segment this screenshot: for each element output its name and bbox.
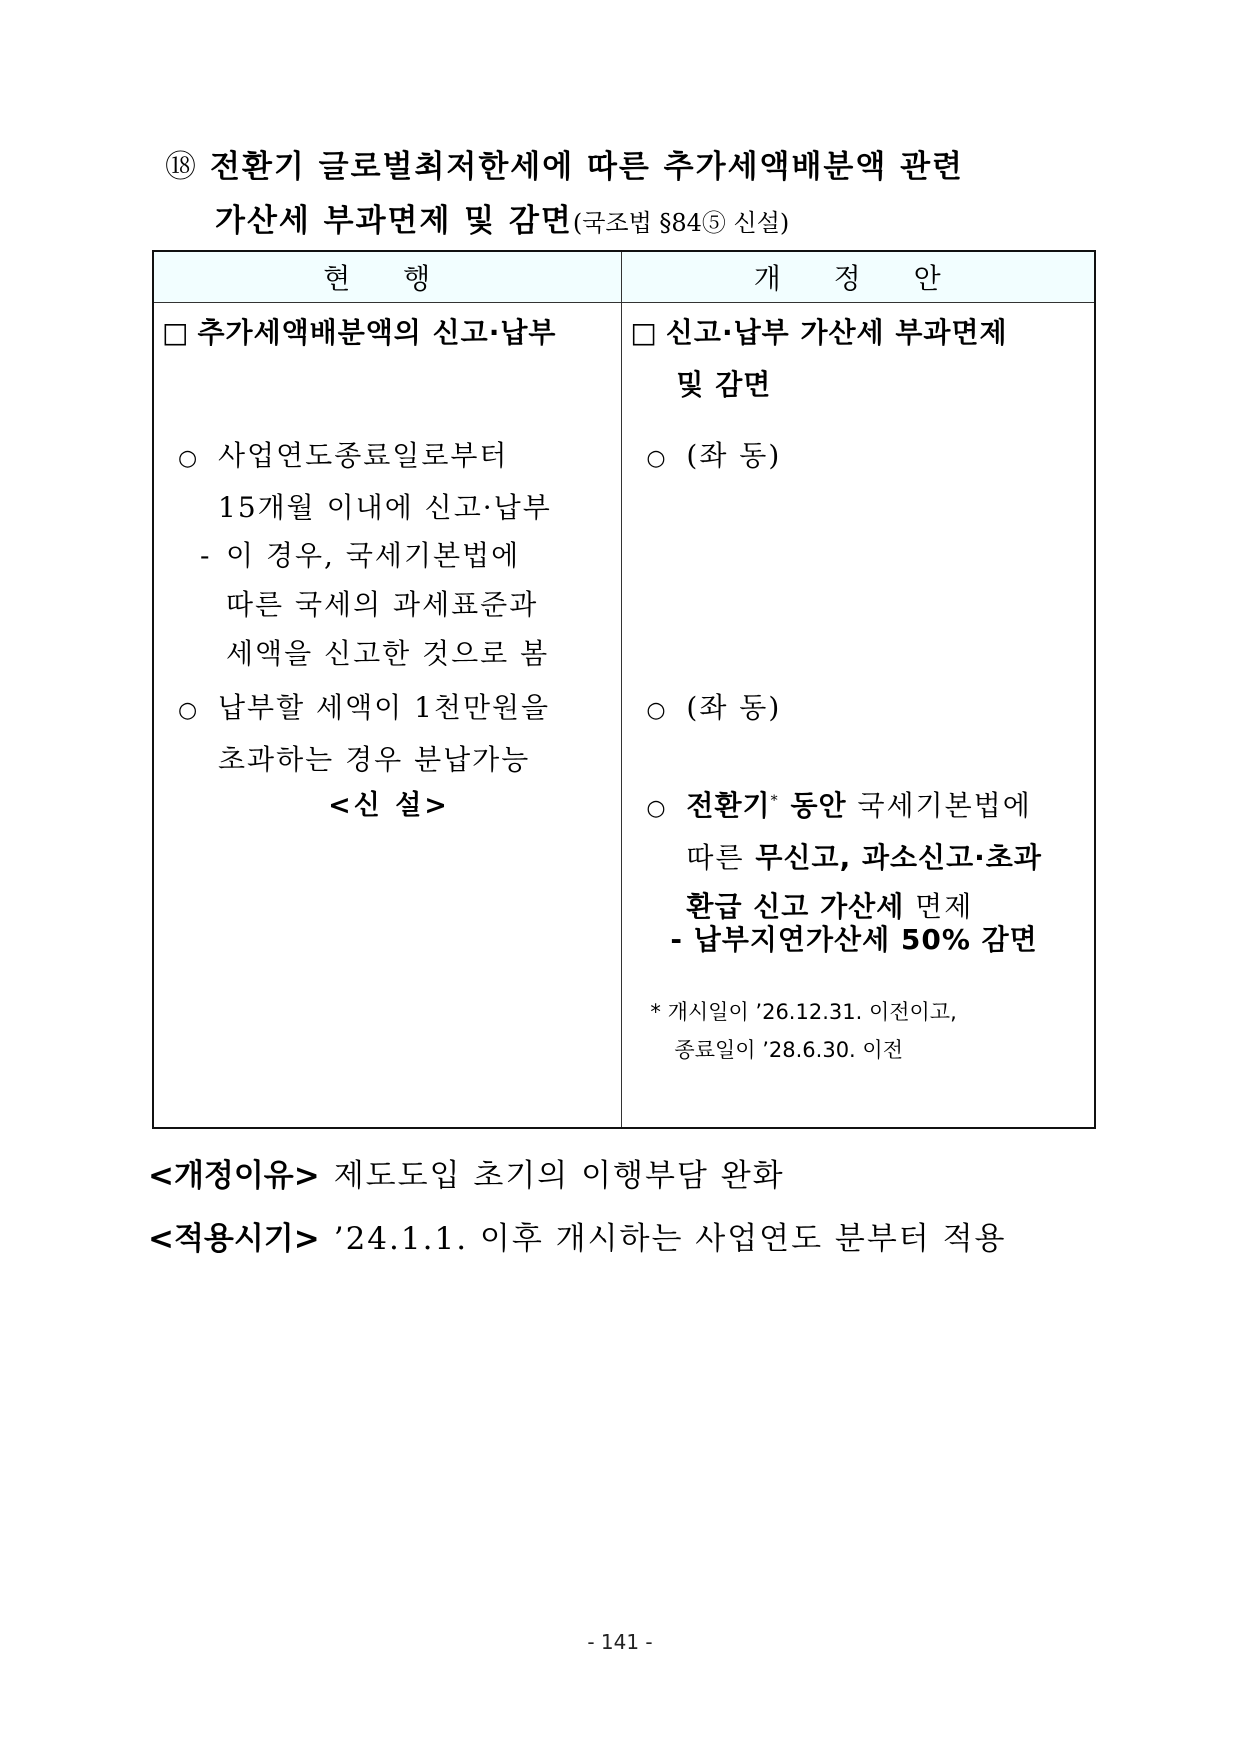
sub-text: 납부지연가산세 50% 감면 <box>693 923 1038 956</box>
current-sub-item <box>200 531 549 678</box>
law-reference: (국조법 §84⑤ 신설) <box>572 209 790 237</box>
section-title <box>165 140 1095 250</box>
title-line-1: 전환기 글로벌최저한세에 따른 추가세액배분액 관련 <box>210 149 964 185</box>
current-heading <box>154 307 621 359</box>
bullet-text: 15개월 이내에 신고·납부 <box>218 491 552 524</box>
new-provision-marker: <신 설> <box>328 790 450 821</box>
proposed-heading-text-2: 및 감면 <box>676 368 772 401</box>
footnote-text: 종료일이 ’28.6.30. 이전 <box>674 1038 903 1062</box>
dash-bullet-icon: - <box>200 539 212 572</box>
circle-bullet-icon: ○ <box>646 796 668 821</box>
comparison-table <box>152 250 1096 1129</box>
proposed-column <box>622 303 1095 1129</box>
bullet-line-2 <box>646 833 1041 882</box>
amendment-reason <box>148 1150 785 1195</box>
header-proposed: 개 정 안 <box>622 251 1095 303</box>
bullet-text: 납부할 세액이 1천만원을 <box>218 691 551 724</box>
circle-bullet-icon: ○ <box>646 698 668 723</box>
effective-label: <적용시기> <box>148 1221 320 1257</box>
effective-text: ’24.1.1. 이후 개시하는 사업연도 분부터 적용 <box>333 1221 1007 1257</box>
header-current: 현 행 <box>153 251 622 303</box>
footnote-text: 개시일이 ’26.12.31. 이전이고, <box>667 1000 957 1024</box>
bold-text: 동안 <box>790 789 847 822</box>
plain-text: 국세기본법에 <box>857 789 1032 822</box>
bullet-text: (좌 동) <box>686 691 782 724</box>
proposed-bullet-2 <box>646 683 781 735</box>
bold-text: 환급 신고 가산세 <box>686 890 905 923</box>
footnote <box>650 993 956 1069</box>
bold-text: 전환기 <box>686 789 771 822</box>
bullet-text: (좌 동) <box>686 439 782 472</box>
current-bullet-1 <box>178 431 552 532</box>
circle-bullet-icon: ○ <box>646 446 668 471</box>
sub-text: 세액을 신고한 것으로 봄 <box>226 637 550 670</box>
bullet-text: 초과하는 경우 분납가능 <box>218 743 531 776</box>
section-number: ⑱ <box>165 149 198 185</box>
checkbox-square-icon: □ <box>162 316 190 349</box>
effective-date <box>148 1213 1007 1258</box>
reason-label: <개정이유> <box>148 1158 320 1194</box>
plain-text: 면제 <box>915 890 974 923</box>
asterisk-icon: * <box>650 1000 661 1024</box>
current-column <box>153 303 622 1129</box>
circle-bullet-icon: ○ <box>178 698 200 723</box>
bold-text: 무신고, 과소신고·초과 <box>755 841 1042 874</box>
proposed-bullet-3 <box>646 781 1041 931</box>
circle-bullet-icon: ○ <box>178 446 200 471</box>
current-heading-text: 추가세액배분액의 신고·납부 <box>197 316 557 349</box>
dash-bullet-icon: - <box>670 923 684 956</box>
current-bullet-2 <box>178 683 550 784</box>
footnote-asterisk: * <box>770 793 780 809</box>
page-number: - 141 - <box>587 1630 653 1654</box>
title-line-2-wrap <box>165 194 1095 250</box>
plain-text: 따른 <box>686 841 745 874</box>
reason-text: 제도도입 초기의 이행부담 완화 <box>333 1158 785 1194</box>
checkbox-square-icon: □ <box>630 316 658 349</box>
proposed-sub-item <box>670 918 1037 958</box>
bullet-text: 사업연도종료일로부터 <box>218 439 509 472</box>
proposed-bullet-1 <box>646 431 781 483</box>
proposed-heading <box>622 307 1094 411</box>
proposed-heading-text: 신고·납부 가산세 부과면제 <box>665 316 1008 349</box>
sub-text: 따른 국세의 과세표준과 <box>226 588 539 621</box>
title-line-2: 가산세 부과면제 및 감면 <box>215 203 573 239</box>
sub-text: 이 경우, 국세기본법에 <box>226 539 521 572</box>
